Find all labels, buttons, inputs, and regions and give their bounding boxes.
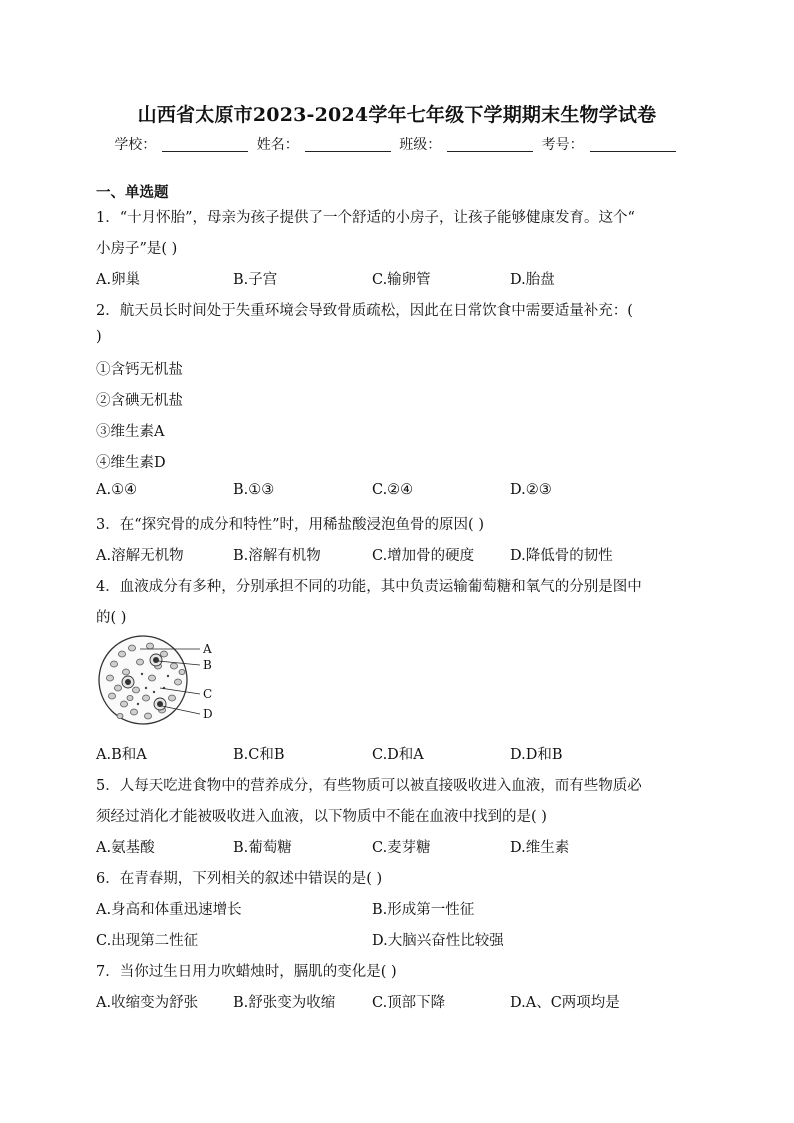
question-7-text: 7．当你过生日用力吹蜡烛时，膈肌的变化是( ) — [96, 964, 397, 980]
exam-number-label: 考号： — [541, 137, 584, 153]
platelet — [137, 703, 139, 705]
q1-option-b: B.子宫 — [233, 272, 278, 288]
rbc — [117, 713, 123, 718]
q6-option-b: B.形成第一性征 — [372, 902, 475, 918]
rbc — [129, 645, 136, 651]
q7-option-c: C.顶部下降 — [372, 995, 446, 1011]
rbc — [145, 713, 152, 719]
rbc — [149, 675, 156, 681]
rbc — [127, 695, 133, 700]
question-2-text-cont: ) — [96, 329, 102, 345]
q5-option-a: A.氨基酸 — [96, 840, 155, 856]
rbc — [143, 695, 150, 701]
q1-option-a: A.卵巢 — [96, 272, 141, 288]
rbc — [133, 687, 140, 693]
rbc — [175, 679, 182, 685]
rbc — [115, 685, 122, 691]
blood-smear-figure — [96, 632, 220, 732]
name-label: 姓名： — [256, 137, 299, 153]
q3-option-d: D.降低骨的韧性 — [510, 548, 613, 564]
exam-number-blank — [590, 137, 676, 152]
q5-option-d: D.维生素 — [510, 840, 570, 856]
question-2-text: 2．航天员长时间处于失重环境会导致骨质疏松，因此在日常饮食中需要适量补充：( — [96, 303, 633, 319]
q2-option-b: B.①③ — [233, 482, 275, 498]
platelet — [145, 687, 147, 689]
question-4-text-cont: 的( ) — [96, 610, 127, 626]
question-3-text: 3．在“探究骨的成分和特性”时，用稀盐酸浸泡鱼骨的原因( ) — [96, 517, 484, 533]
rbc — [109, 693, 116, 699]
question-1-text: 1．“十月怀胎”，母亲为孩子提供了一个舒适的小房子，让孩子能够健康发育。这个“ — [96, 210, 635, 226]
q2-option-d: D.②③ — [510, 482, 552, 498]
rbc — [147, 643, 154, 649]
rbc — [111, 661, 118, 667]
rbc — [121, 701, 128, 707]
q2-item-2: ②含碘无机盐 — [96, 393, 183, 409]
q3-option-b: B.溶解有机物 — [233, 548, 321, 564]
section-heading: 一、单选题 — [96, 184, 169, 201]
rbc — [123, 669, 130, 675]
rbc — [171, 663, 178, 669]
rbc — [107, 675, 114, 681]
q5-option-c: C.麦芽糖 — [372, 840, 431, 856]
q1-option-c: C.输卵管 — [372, 272, 431, 288]
q7-option-b: B.舒张变为收缩 — [233, 995, 336, 1011]
q6-option-d: D.大脑兴奋性比较强 — [372, 933, 504, 949]
platelet — [167, 675, 169, 677]
wbc-nucleus — [153, 657, 159, 663]
q2-option-a: A.①④ — [96, 482, 138, 498]
student-info-row — [0, 134, 794, 154]
figure-label-a: A — [203, 642, 212, 656]
q3-option-c: C.增加骨的硬度 — [372, 548, 475, 564]
q2-item-3: ③维生素A — [96, 424, 165, 440]
q6-option-c: C.出现第二性征 — [96, 933, 199, 949]
q3-option-a: A.溶解无机物 — [96, 548, 184, 564]
q5-option-b: B.葡萄糖 — [233, 840, 292, 856]
rbc — [161, 651, 168, 657]
q7-option-d: D.A、C两项均是 — [510, 995, 620, 1011]
class-blank — [447, 137, 533, 152]
platelet — [141, 673, 143, 675]
q2-item-1: ①含钙无机盐 — [96, 362, 183, 378]
figure-label-c: C — [203, 687, 213, 701]
q4-option-c: C.D和A — [372, 747, 424, 763]
question-5-text-cont: 须经过消化才能被吸收进入血液，以下物质中不能在血液中找到的是( ) — [96, 809, 547, 825]
school-label: 学校： — [114, 137, 157, 153]
platelet — [153, 691, 155, 693]
q6-option-a: A.身高和体重迅速增长 — [96, 902, 242, 918]
name-blank — [305, 137, 391, 152]
q2-option-c: C.②④ — [372, 482, 414, 498]
rbc — [137, 659, 144, 665]
q2-item-4: ④维生素D — [96, 455, 166, 471]
question-4-text: 4．血液成分有多种，分别承担不同的功能，其中负责运输葡萄糖和氧气的分别是图中 — [96, 579, 642, 595]
figure-label-b: B — [203, 658, 212, 672]
class-label: 班级： — [399, 137, 442, 153]
question-1-text-cont: 小房子”是( ) — [96, 241, 178, 257]
question-5-text: 5．人每天吃进食物中的营养成分，有些物质可以被直接吸收进入血液，而有些物质必 — [96, 778, 642, 794]
rbc — [169, 695, 176, 701]
school-blank — [162, 137, 248, 152]
q4-option-a: A.B和A — [96, 747, 147, 763]
figure-label-d: D — [203, 707, 213, 721]
q4-option-d: D.D和B — [510, 747, 563, 763]
q1-option-d: D.胎盘 — [510, 272, 555, 288]
wbc-nucleus — [125, 679, 131, 685]
question-6-text: 6．在青春期，下列相关的叙述中错误的是( ) — [96, 871, 383, 887]
q7-option-a: A.收缩变为舒张 — [96, 995, 199, 1011]
exam-title: 山西省太原市2023-2024学年七年级下学期期末生物学试卷 — [137, 104, 657, 126]
rbc — [131, 709, 138, 715]
q4-option-b: B.C和B — [233, 747, 285, 763]
rbc — [119, 651, 126, 657]
rbc — [179, 669, 185, 674]
